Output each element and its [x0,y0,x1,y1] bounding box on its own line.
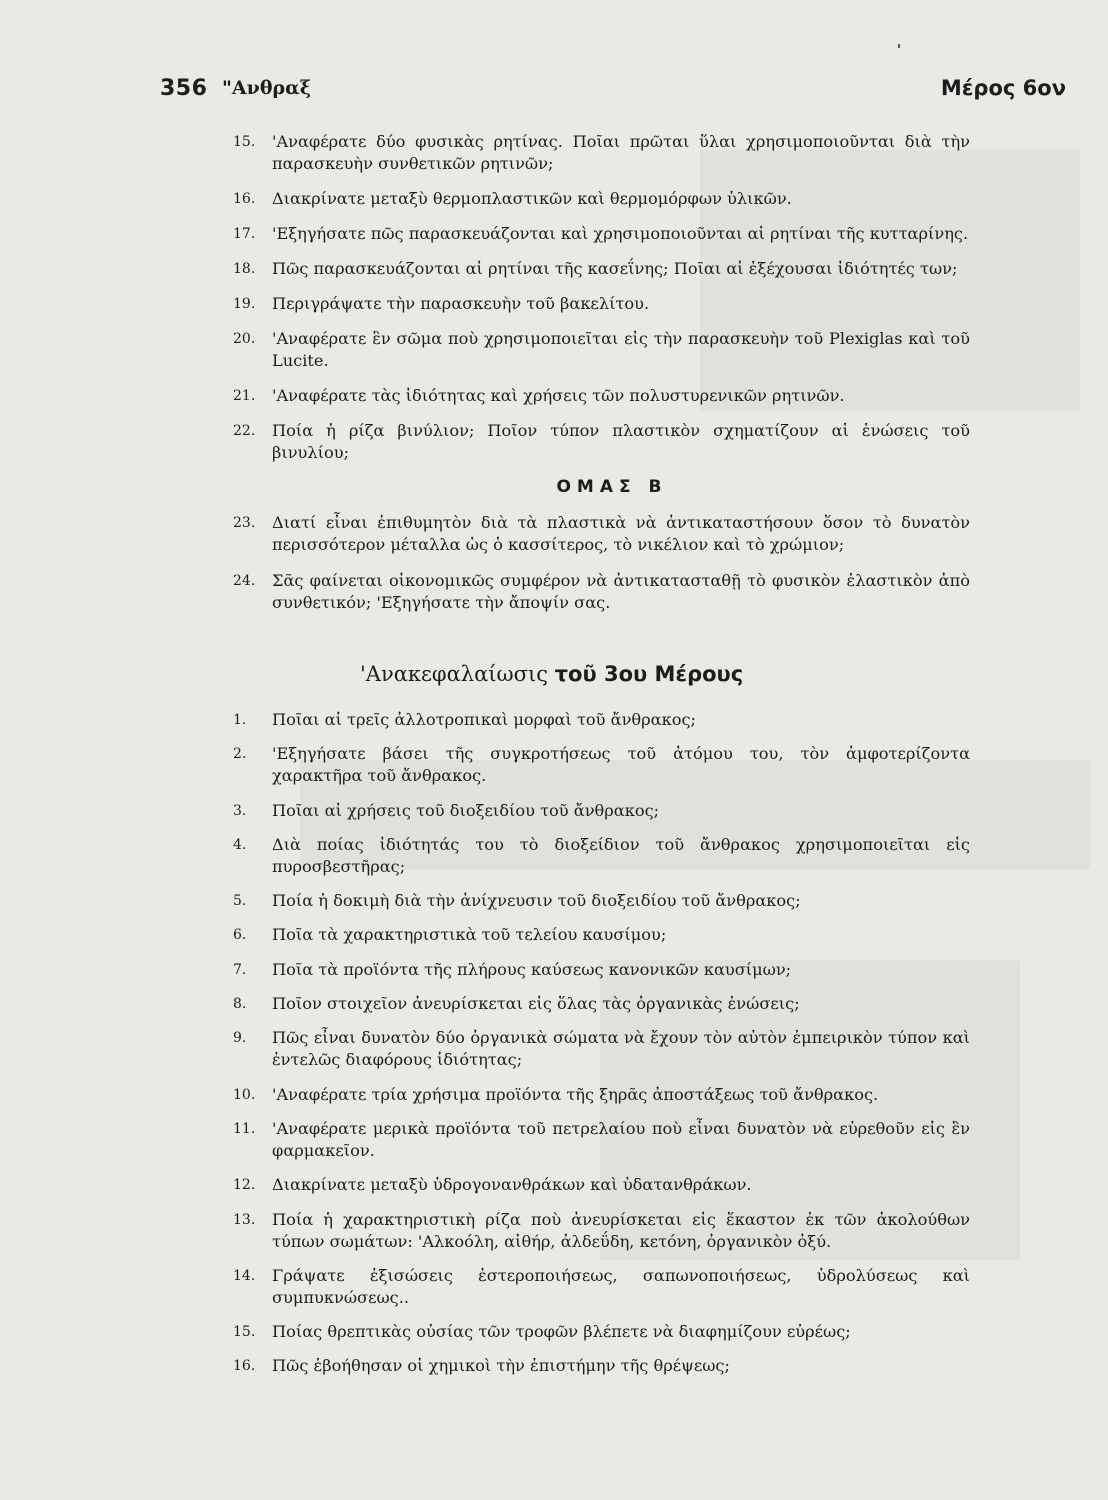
question-text: Ποῖον στοιχεῖον ἀνευρίσκεται εἰς ὅλας τὰς ὀργανικὰς ἑνώσεις; [272,994,800,1014]
question-number: 20. [233,331,256,347]
review-question-list [230,709,970,1377]
question-text: Ποῖα τὰ προϊόντα τῆς πλήρους καύσεως κανονικῶν καυσίμων; [272,959,792,979]
list-item [230,188,970,210]
question-number: 8. [233,996,247,1013]
question-text: 'Αναφέρατε ἓν σῶμα ποὺ χρησιμοποιεῖται εἰς τὴν παρασκευὴν τοῦ Plexiglas καὶ τοῦ Lucite. [272,329,970,370]
question-number: 14. [233,1267,256,1284]
question-text: 'Εξηγήσατε πῶς παρασκευάζονται καὶ χρησιμοποιοῦνται αἱ ρητίναι τῆς κυτταρίνης. [272,224,969,243]
question-text: Διατί εἶναι ἐπιθυμητὸν διὰ τὰ πλαστικὰ νὰ ἀντικαταστήσουν ὅσον τὸ δυνατὸν περισσότερον μέταλλα ὡς ὁ κασσίτερος, τὸ νικέλιον καὶ τὸ χρώμιον; [272,513,970,554]
question-list-group-a [230,131,970,464]
question-number: 2. [233,746,247,763]
question-number: 19. [233,296,256,312]
question-number: 3. [233,802,247,819]
page-header [160,74,1066,108]
list-item [230,385,970,407]
review-section-heading [230,662,970,686]
question-number: 15. [233,1324,256,1341]
list-item [230,993,970,1015]
review-heading-main: 'Ανακεφαλαίωσις [360,662,548,686]
list-item [230,959,970,981]
question-text: Γράψατε ἐξισώσεις ἐστεροποιήσεως, σαπωνοποιήσεως, ὑδρολύσεως καὶ συμπυκνώσεως.. [272,1265,970,1307]
question-text: Σᾶς φαίνεται οἰκονομικῶς συμφέρον νὰ ἀντικατασταθῇ τὸ φυσικὸν ἐλαστικὸν ἀπὸ συνθετικόν; 'Εξηγήσατε τὴν ἄποψίν σας. [272,571,970,612]
question-number: 12. [233,1177,256,1194]
question-list-group-b [230,512,970,614]
ink-mark [898,44,900,48]
list-item [230,512,970,556]
list-item [230,1265,970,1309]
list-item [230,1174,970,1196]
list-item [230,834,970,878]
question-number: 9. [233,1030,247,1047]
question-text: Ποία ἡ δοκιμὴ διὰ τὴν ἀνίχνευσιν τοῦ διοξειδίου τοῦ ἄνθρακος; [272,891,801,911]
question-text: Πῶς παρασκευάζονται αἱ ρητίναι τῆς κασεΐνης; Ποῖαι αἱ ἐξέχουσαι ἰδιότητές των; [272,259,958,278]
list-item [230,570,970,614]
question-number: 1. [233,712,247,728]
running-title: "Ανθραξ [222,77,312,99]
list-item [230,420,970,464]
list-item [230,1084,970,1106]
question-number: 7. [233,961,247,978]
question-number: 5. [233,893,247,910]
list-item [230,131,970,175]
question-number: 18. [233,261,256,277]
list-item [230,223,970,245]
question-number: 16. [233,1358,256,1375]
question-text: 'Εξηγήσατε βάσει τῆς συγκροτήσεως τοῦ ἀτόμου του, τὸν ἀμφοτερίζοντα χαρακτῆρα τοῦ ἄνθρακος. [272,744,970,786]
question-number: 21. [233,388,256,404]
question-text: Ποῖαι αἱ χρήσεις τοῦ διοξειδίου τοῦ ἄνθρακος; [272,800,660,820]
list-item [230,1355,970,1377]
list-item [230,709,970,731]
page-content [230,131,970,1390]
question-text: Ποίας θρεπτικὰς οὐσίας τῶν τροφῶν βλέπετε νὰ διαφημίζουν εὐρέως; [272,1322,851,1342]
list-item [230,924,970,946]
question-text: Διὰ ποίας ἰδιότητάς του τὸ διοξείδιον τοῦ ἄνθρακος χρησιμοποιεῖται εἰς πυροσβεστῆρας; [272,834,970,876]
question-text: 'Αναφέρατε τὰς ἰδιότητας καὶ χρήσεις τῶν πολυστυρενικῶν ρητινῶν. [272,386,845,405]
list-item [230,1118,970,1162]
list-item [230,1027,970,1071]
list-item [230,293,970,315]
question-text: Ποῖα τὰ χαρακτηριστικὰ τοῦ τελείου καυσίμου; [272,925,667,945]
question-number: 23. [233,515,256,531]
question-text: Πῶς ἐβοήθησαν οἱ χημικοὶ τὴν ἐπιστήμην τῆς θρέψεως; [272,1356,730,1376]
question-number: 16. [233,191,256,207]
part-label: Μέρος 6ον [940,76,1066,100]
question-number: 15. [233,134,256,150]
list-item [230,890,970,912]
question-number: 10. [233,1086,256,1103]
question-number: 11. [233,1120,256,1137]
question-text: Ποία ἡ ρίζα βινύλιον; Ποῖον τύπον πλαστικὸν σχηματίζουν αἱ ἑνώσεις τοῦ βινυλίου; [272,421,970,462]
group-b-heading: ΟΜΑΣ Β [556,477,668,497]
question-text: Διακρίνατε μεταξὺ ὑδρογονανθράκων καὶ ὑδατανθράκων. [272,1175,752,1195]
question-number: 22. [233,423,256,439]
list-item [230,258,970,280]
page-number: 356 [160,76,208,101]
question-number: 6. [233,927,247,944]
question-number: 17. [233,226,256,242]
question-text: 'Αναφέρατε δύο φυσικὰς ρητίνας. Ποῖαι πρῶται ὕλαι χρησιμοποιοῦνται διὰ τὴν παρασκευὴν συνθετικῶν ρητινῶν; [272,132,970,173]
review-heading-bold: τοῦ 3ου Μέρους [554,662,744,686]
list-item [230,328,970,372]
question-text: Διακρίνατε μεταξὺ θερμοπλαστικῶν καὶ θερμομόρφων ὑλικῶν. [272,189,792,208]
question-text: Πῶς εἶναι δυνατὸν δύο ὀργανικὰ σώματα νὰ ἔχουν τὸν αὐτὸν ἐμπειρικὸν τύπον καὶ ἐντελῶς διαφόρους ἰδιότητας; [272,1028,970,1070]
list-item [230,743,970,787]
question-text: Ποία ἡ χαρακτηριστικὴ ρίζα ποὺ ἀνευρίσκεται εἰς ἕκαστον ἐκ τῶν ἀκολούθων τύπων σωμάτων: 'Αλκοόλη, αἰθήρ, ἀλδεΰδη, κετόνη, ὀργανικὸν ὀξύ. [272,1209,970,1251]
question-text: 'Αναφέρατε τρία χρήσιμα προϊόντα τῆς ξηρᾶς ἀποστάξεως τοῦ ἄνθρακος. [272,1084,879,1104]
question-text: Περιγράψατε τὴν παρασκευὴν τοῦ βακελίτου. [272,294,650,313]
question-text: Ποῖαι αἱ τρεῖς ἀλλοτροπικαὶ μορφαὶ τοῦ ἄνθρακος; [272,710,696,729]
question-text: 'Αναφέρατε μερικὰ προϊόντα τοῦ πετρελαίου ποὺ εἶναι δυνατὸν νὰ εὑρεθοῦν εἰς ἓν φαρμακεῖον. [272,1118,970,1160]
list-item [230,800,970,822]
list-item [230,1321,970,1343]
question-number: 4. [233,836,247,853]
question-number: 24. [233,573,256,589]
list-item [230,1209,970,1253]
question-number: 13. [233,1211,256,1228]
